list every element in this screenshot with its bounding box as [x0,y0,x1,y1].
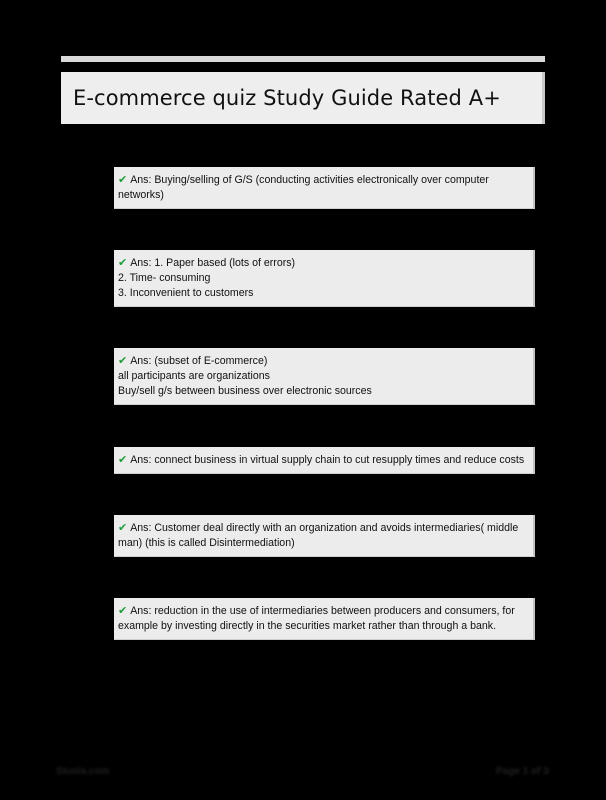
check-icon: ✔ [118,173,128,186]
answer-box-2 [114,250,535,307]
answer-box-3 [114,348,535,405]
answer-text: 2. Time- consuming [118,272,211,284]
answer-text: Ans: connect business in virtual supply chain to cut resupply times and reduce costs [130,454,525,466]
answer-text: Ans: Buying/selling of G/S (conducting activities electronically over computer networks) [118,174,489,201]
answer-text: Ans: (subset of E-commerce) [130,355,268,367]
answer-box-6 [114,598,535,640]
answer-text: Ans: reduction in the use of intermediaries between producers and consumers, for example by investing directly in the securities market rather than through a bank. [118,605,515,632]
answer-text: all participants are organizations [118,370,270,382]
check-icon: ✔ [118,604,128,617]
check-icon: ✔ [118,256,128,269]
check-icon: ✔ [118,354,128,367]
answer-box-1 [114,167,535,209]
answer-box-5 [114,515,535,557]
answer-text: Ans: Customer deal directly with an organization and avoids intermediaries( middle man) (this is called Disintermediation) [118,522,519,549]
check-icon: ✔ [118,521,128,534]
footer-source-link[interactable]: Stuvia.com [56,766,110,777]
header-rule [61,56,545,62]
page-title: E-commerce quiz Study Guide Rated A+ [73,86,501,110]
answer-text: Buy/sell g/s between business over electronic sources [118,385,372,397]
check-icon: ✔ [118,453,128,466]
answer-text: Ans: 1. Paper based (lots of errors) [130,257,296,269]
answer-text: 3. Inconvenient to customers [118,287,254,299]
title-banner [61,72,545,124]
footer-page-number: Page 1 of 3 [496,766,549,777]
answer-box-4 [114,447,535,474]
